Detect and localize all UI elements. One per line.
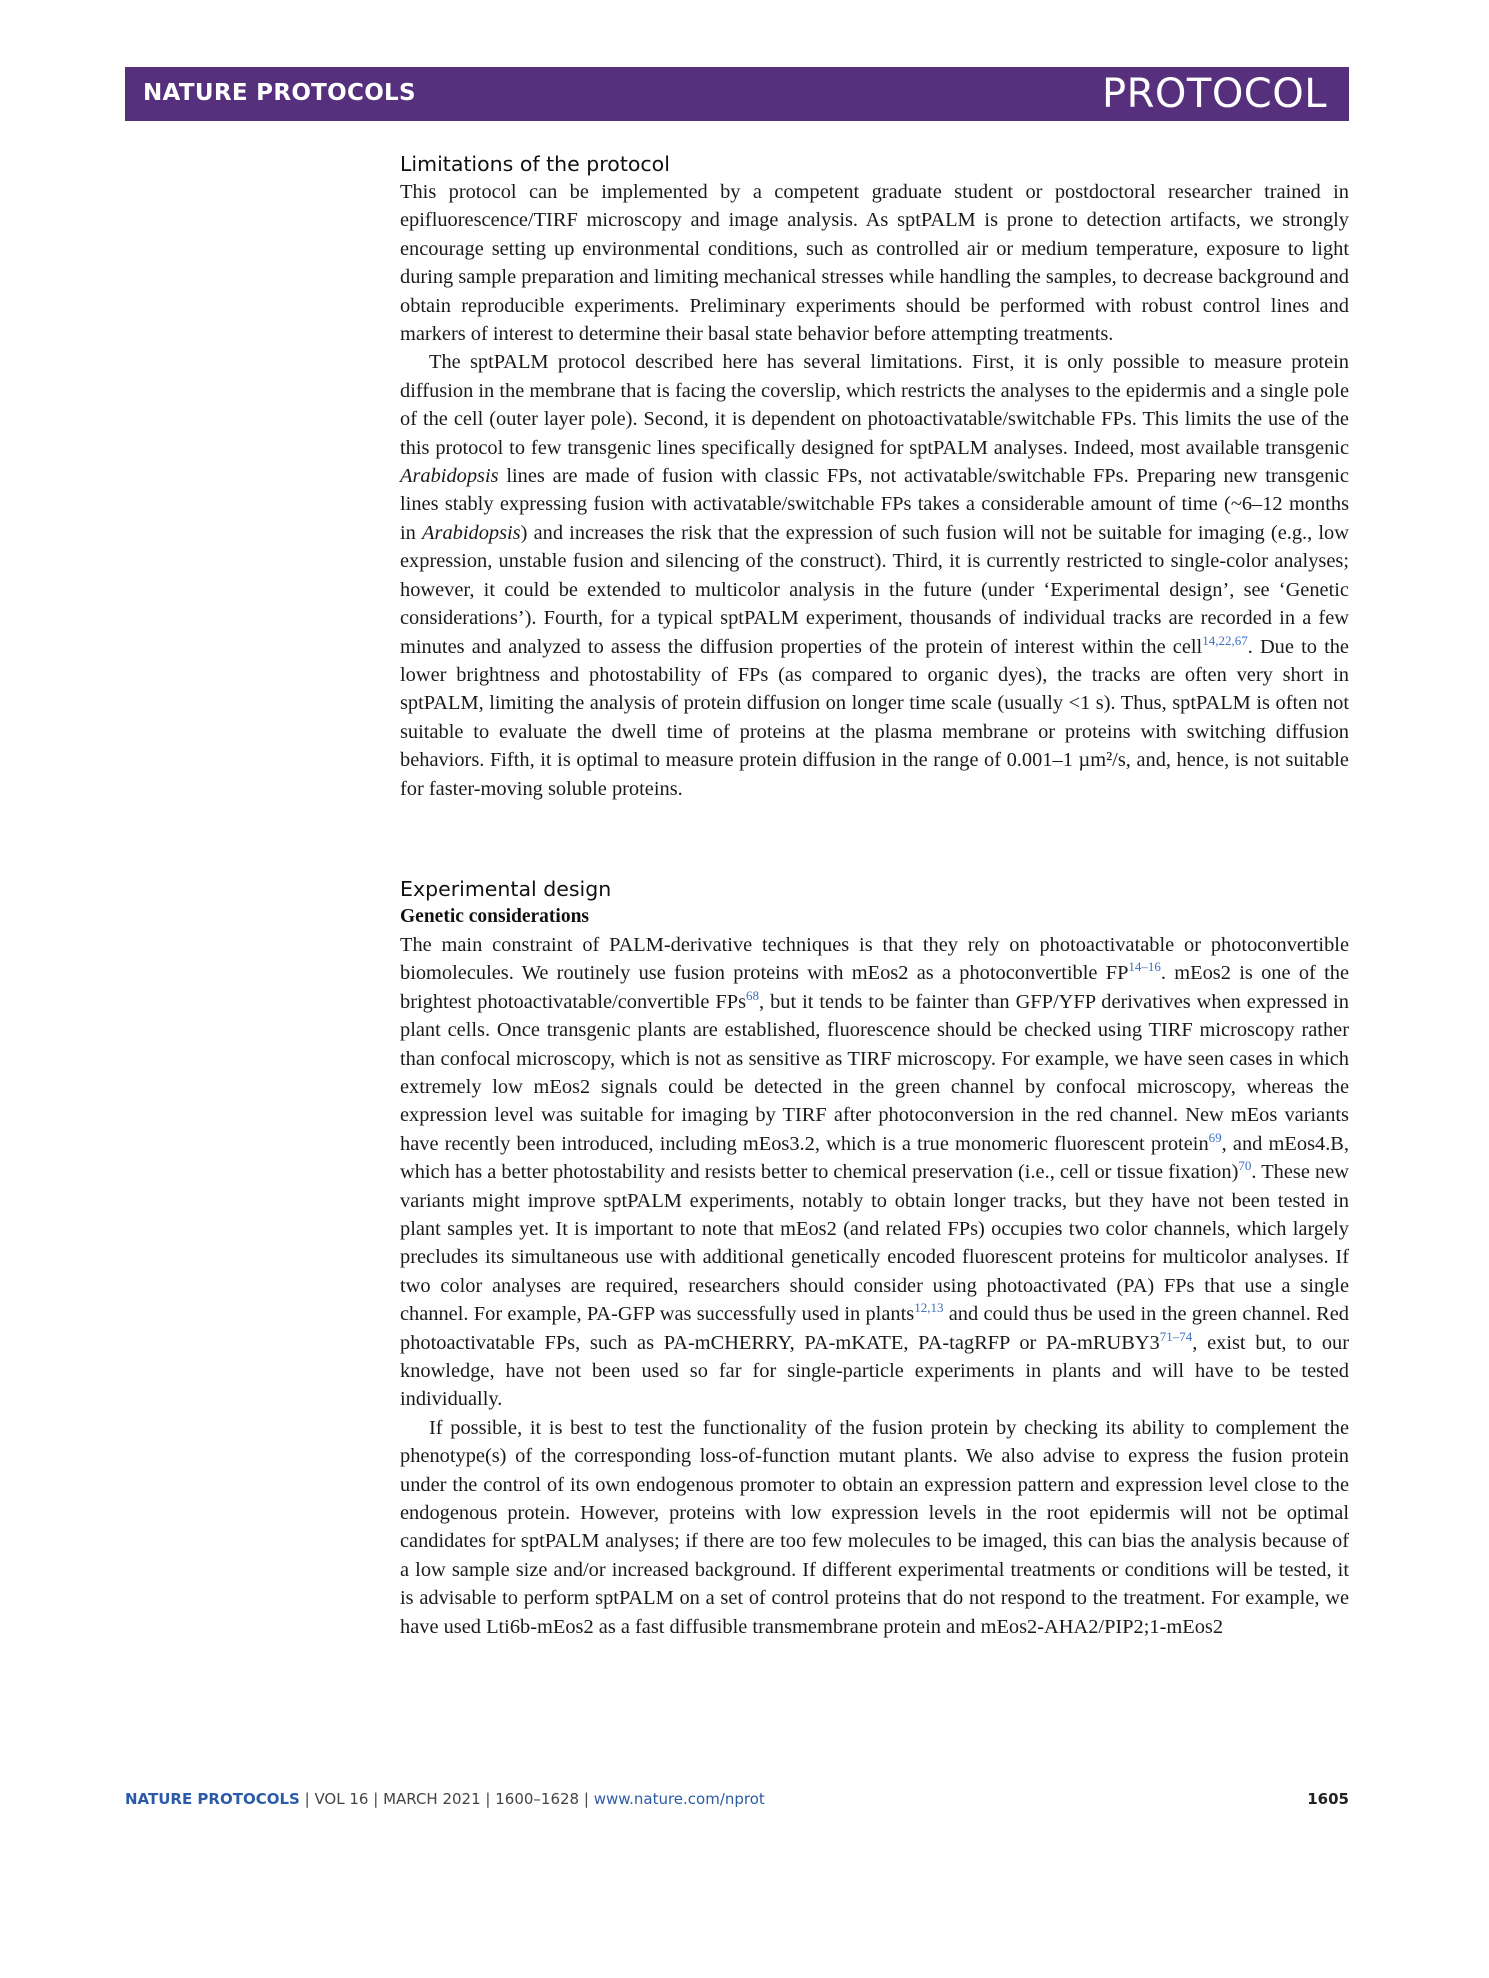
citation-link[interactable]: 12,13 bbox=[914, 1300, 944, 1316]
article-body bbox=[400, 150, 1349, 1641]
citation-link[interactable]: 69 bbox=[1208, 1129, 1222, 1145]
subsection-heading-genetic: Genetic considerations bbox=[400, 905, 590, 927]
limitations-paragraph-2: The sptPALM protocol described here has several limitations. First, it is only possible to measure protein diffusion in the membrane that is facing the coverslip, which restricts the analyses to the epidermis and a single pole of the cell (outer layer pole). Second, it is dependent on photoactivatable/​switchable FPs. This limits the use of the this protocol to few transgenic lines specifically designed for sptPALM analyses. Indeed, most available transgenic Arabidopsis lines are made of fusion with classic FPs, not activatable/switchable FPs. Preparing new transgenic lines stably expressing fusion with activatable/switchable FPs takes a considerable amount of time (~6–12 months in Arabidopsis) and increases the risk that the expression of such fusion will not be suitable for imaging (e.g., low expression, unstable fusion and silencing of the construct). Third, it is currently restricted to single-color analyses; however, it could be extended to multicolor analysis in the future (under ‘Experimental design’, see ‘Genetic considerations’). Fourth, for a typical sptPALM experiment, thousands of individual tracks are recorded in a few minutes and analyzed to assess the diffusion properties of the protein of interest within the cell$^{14,22,67}$. Due to the lower brightness and photostability of FPs (as compared to organic dyes), the tracks are often very short in sptPALM, limiting the analysis of protein diffusion on longer time scale (usually <1 s). Thus, sptPALM is often not suitable to evaluate the dwell time of proteins at the plasma membrane or proteins with switching diffusion behaviors. Fifth, it is optimal to measure protein diffusion in the range of 0.001–1 µm²/s, and, hence, is not suitable for faster-moving soluble proteins. bbox=[400, 351, 1349, 800]
footer-journal: NATURE PROTOCOLS bbox=[125, 1790, 300, 1808]
page-number: 1605 bbox=[1307, 1790, 1349, 1808]
journal-name: NATURE PROTOCOLS bbox=[143, 80, 416, 106]
page-footer: NATURE PROTOCOLS | VOL 16 | MARCH 2021 | 1600–1628 | www.nature.com/nprot 1605 bbox=[125, 1790, 1349, 1808]
citation-link[interactable]: 14–16 bbox=[1128, 959, 1161, 975]
species-name: Arabidopsis bbox=[400, 465, 499, 488]
footer-date: MARCH 2021 bbox=[383, 1790, 481, 1808]
article-type: PROTOCOL bbox=[1101, 71, 1327, 117]
limitations-paragraph-1: This protocol can be implemented by a competent graduate student or postdoctoral researcher trained in epifluorescence/TIRF microscopy and image analysis. As sptPALM is prone to detection artifacts, we strongly encourage setting up environmental conditions, such as controlled air or medium temperature, exposure to light during sample preparation and limiting mechanical stresses while handling the samples, to decrease background and obtain reproducible experiments. Preliminary experiments should be performed with robust control lines and markers of interest to determine their basal state behavior before attempting treatments. bbox=[400, 181, 1349, 346]
citation-link[interactable]: 68 bbox=[746, 987, 760, 1003]
footer-url-link[interactable]: www.nature.com/nprot bbox=[593, 1790, 765, 1808]
species-name: Arabidopsis bbox=[422, 521, 521, 544]
citation-link[interactable]: 71–74 bbox=[1159, 1328, 1193, 1344]
citation-link[interactable]: 14,22,67 bbox=[1202, 632, 1248, 648]
footer-pages: 1600–1628 bbox=[495, 1790, 580, 1808]
section-spacer bbox=[400, 803, 1349, 875]
design-paragraph-1: The main constraint of PALM-derivative techniques is that they rely on photoactivatable or photoconvertible biomolecules. We routinely use fusion proteins with mEos2 as a photoconvertible FP$^{14-16}$. mEos2 is one of the brightest photoactivatable/convertible FPs$^{68}$, but it tends to be fainter than GFP/YFP derivatives when expressed in plant cells. Once transgenic plants are established, fluorescence should be checked using TIRF microscopy rather than confocal microscopy, which is not as sensitive as TIRF microscopy. For example, we have seen cases in which extremely low mEos2 signals could be detected in the green channel by confocal microscopy, whereas the expression level was suitable for imaging by TIRF after photoconversion in the red channel. New mEos variants have recently been introduced, including mEos3.2, which is a true monomeric fluorescent protein$^{69}$, and mEos4.B, which has a better photostability and resists better to chemical preservation (i.e., cell or tissue fixation)$^{70}$. These new variants might improve sptPALM experiments, notably to obtain longer tracks, but they have not been tested in plant samples yet. It is important to note that mEos2 (and related FPs) occupies two color channels, which largely precludes its simultaneous use with additional genetically encoded fluorescent proteins for multicolor analyses. If two color analyses are required, researchers should consider using photoactivated (PA) FPs that use a single channel. For example, PA-GFP was successfully used in plants$^{12,13}$ and could thus be used in the green channel. Red photoactivatable FPs, such as PA-mCHERRY, PA-mKATE, PA-tagRFP or PA-mRUBY3$^{71-74}$, exist but, to our knowledge, have not been used so far for single-particle experiments in plants and will have to be tested individually. bbox=[400, 933, 1349, 1411]
design-paragraph-2: If possible, it is best to test the functionality of the fusion protein by checking its ability to complement the phenotype(s) of the corresponding loss-of-function mutant plants. We also advise to express the fusion protein under the control of its own endogenous promoter to obtain an expression pattern and expression level close to the endogenous protein. However, proteins with low expression levels in the root epidermis will not be optimal candidates for sptPALM analyses; if there are too few molecules to be imaged, this can bias the analysis because of a low sample size and/or increased background. If different experimental treatments or conditions will be tested, it is advisable to perform sptPALM on a set of control proteins that do not respond to the treatment. For example, we have used Lti6b-mEos2 as a fast diffusible transmembrane protein and mEos2-AHA2/PIP2;1-mEos2 bbox=[400, 1416, 1349, 1638]
section-heading-design: Experimental design bbox=[400, 876, 612, 901]
citation-link[interactable]: 70 bbox=[1238, 1158, 1252, 1174]
header-banner bbox=[125, 67, 1349, 121]
footer-volume: VOL 16 bbox=[314, 1790, 369, 1808]
section-heading-limitations: Limitations of the protocol bbox=[400, 152, 670, 176]
